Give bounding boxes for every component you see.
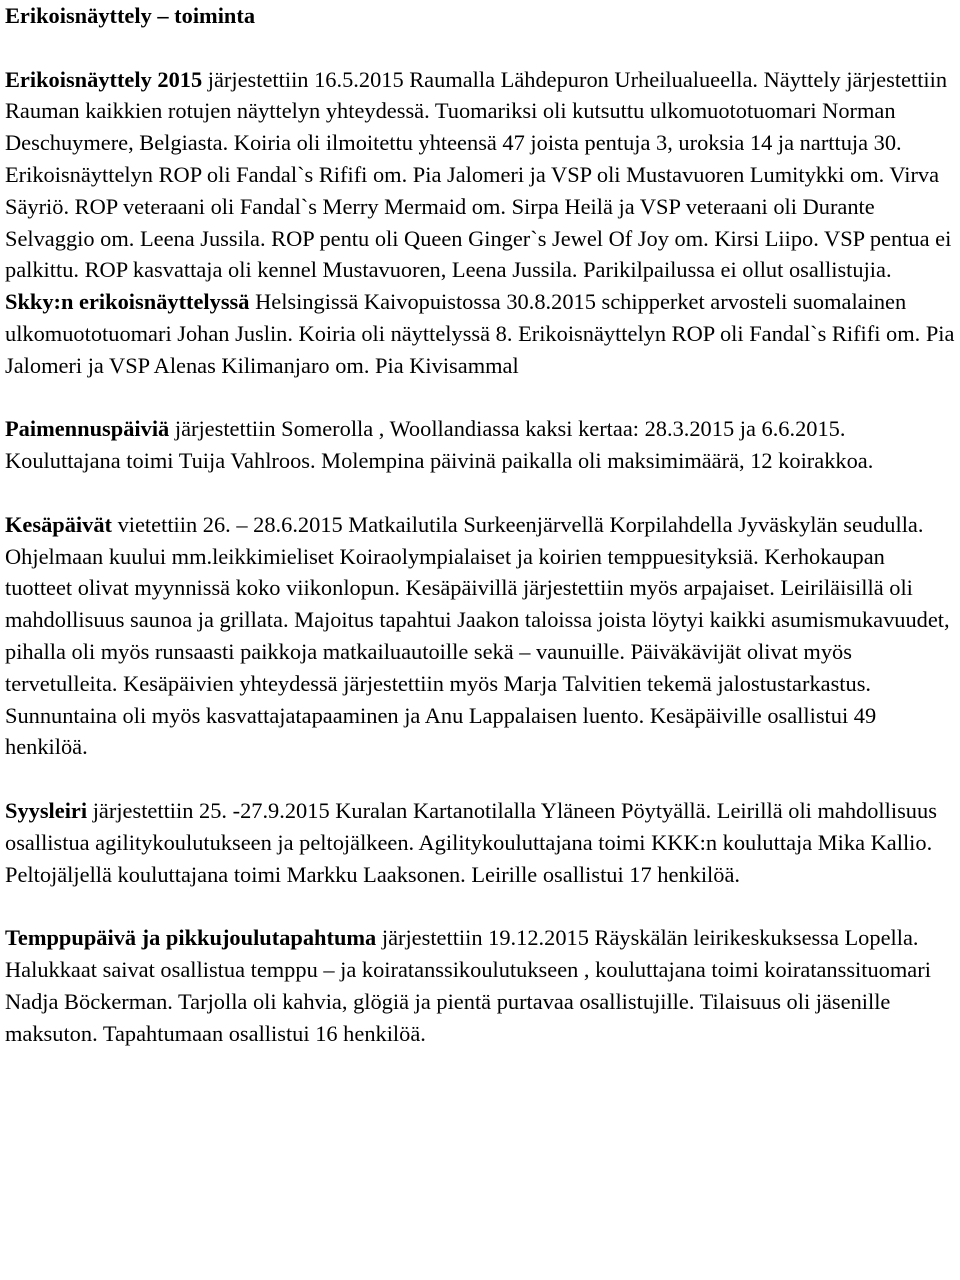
section-paimennus (5, 413, 955, 477)
spacer (5, 763, 955, 795)
section-kesapaivat-title: Kesäpäivät (5, 511, 112, 537)
section-skky-text: Helsingissä Kaivopuistossa 30.8.2015 schipperket arvosteli suomalainen ulkomuototuomari Johan Juslin. Koiria oli näyttelyssä 8. Erikoisnäyttelyn ROP oli Fandal`s Rififi om. Pia Jalomeri ja VSP Alenas Kilimanjaro om. Pia Kivisammal (5, 289, 955, 378)
document-page (5, 0, 955, 1049)
section-temppupaiva-title: Temppupäivä ja pikkujoulutapahtuma (5, 925, 377, 951)
spacer (5, 32, 955, 64)
section-paimennus-title: Paimennuspäiviä (5, 416, 170, 442)
section-paimennus-text: järjestettiin Somerolla , Woollandiassa kaksi kertaa: 28.3.2015 ja 6.6.2015. Kouluttajana toimi Tuija Vahlroos. Molempina päivinä paikalla oli maksimimäärä, 12 koirakkoa. (5, 416, 874, 474)
spacer (5, 890, 955, 922)
section-syysleiri-title: Syysleiri (5, 797, 88, 823)
section-rauma-title: Erikoisnäyttely 2015 (5, 66, 203, 92)
spacer (5, 477, 955, 509)
spacer (5, 382, 955, 414)
section-skky-title: Skky:n erikoisnäyttelyssä (5, 289, 250, 315)
section-temppupaiva (5, 922, 955, 1049)
document-heading: Erikoisnäyttely – toiminta (5, 3, 256, 28)
section-syysleiri-text: järjestettiin 25. -27.9.2015 Kuralan Kartanotilalla Yläneen Pöytyällä. Leirillä oli mahdollisuus osallistua agilitykoulutukseen ja peltojälkeen. Agilitykouluttajana toimi KKK:n kouluttaja Mika Kallio. Peltojäljellä kouluttajana toimi Markku Laaksonen. Leirille osallistui 17 henkilöä. (5, 797, 937, 887)
section-rauma (5, 64, 955, 382)
section-syysleiri (5, 795, 955, 890)
section-kesapaivat-text: vietettiin 26. – 28.6.2015 Matkailutila Surkeenjärvellä Korpilahdella Jyväskylän seudulla. Ohjelmaan kuului mm.leikkimieliset Koiraolympialaiset ja koirien temppuesityksiä. Kerhokaupan tuotteet olivat myynnissä koko viikonlopun. Kesäpäivillä järjestettiin myös arpajaiset. Leiriläisillä oli mahdollisuus saunoa ja grillata. Majoitus tapahtui Jaakon taloissa joista löytyi kaikki asumismukavuudet, pihalla oli myös runsaasti paikkoja matkailuautoille sekä – vaunuille. Päiväkävijät olivat myös tervetulleita. Kesäpäivien yhteydessä järjestettiin myös Marja Talvitien tekemä jalostustarkastus. Sunnuntaina oli myös kasvattajatapaaminen ja Anu Lappalaisen luento. Kesäpäiville osallistui 49 henkilöä. (5, 511, 950, 760)
section-rauma-text-1: järjestettiin 16.5.2015 Raumalla Lähdepuron Urheilualueella. Näyttely järjestettiin Rauman kaikkien rotujen näyttelyn yhteydessä. Tuomariksi oli kutsuttu ulkomuototuomari Norman Deschuymere, Belgiasta. Koiria oli ilmoitettu yhteensä 47 joista pentuja 3, uroksia 14 ja narttuja 30. Erikoisnäyttelyn ROP oli Fandal`s Rififi om. Pia Jalomeri ja VSP oli Mustavuoren Lumitykki om. Virva Säyriö. ROP veteraani oli Fandal`s Merry Mermaid om. Sirpa Heilä ja VSP veteraani oli Durante Selvaggio om. Leena Jussila. ROP pentu oli Queen Ginger`s Jewel Of Joy om. Kirsi Liipo. VSP pentua ei palkittu. ROP kasvattaja oli kennel Mustavuoren, Leena Jussila. Parikilpailussa ei ollut osallistujia. (5, 66, 952, 283)
section-temppupaiva-text: järjestettiin 19.12.2015 Räyskälän leirikeskuksessa Lopella. Halukkaat saivat osallistua temppu – ja koiratanssikoulutukseen , kouluttajana toimi koiratanssituomari Nadja Böckerman. Tarjolla oli kahvia, glögiä ja pientä purtavaa osallistujille. Tilaisuus oli jäsenille maksuton. Tapahtumaan osallistui 16 henkilöä. (5, 925, 931, 1046)
section-kesapaivat (5, 509, 955, 763)
